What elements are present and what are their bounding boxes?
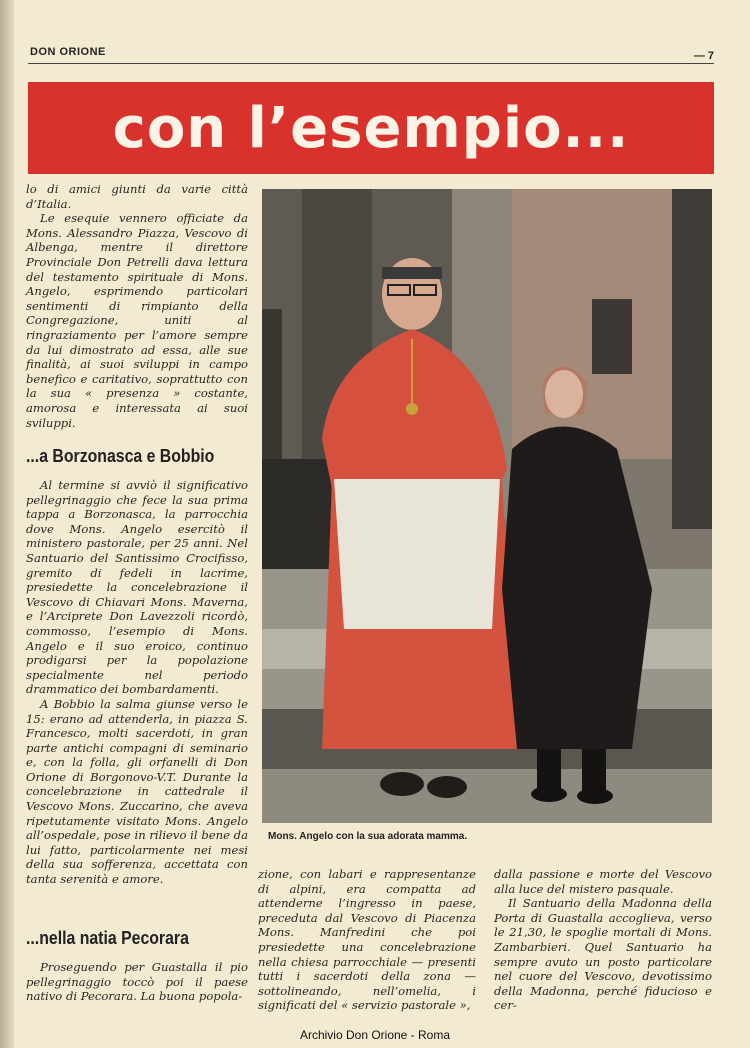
running-header: DON ORIONE	[30, 46, 106, 58]
header-rule	[28, 63, 714, 64]
paragraph: zione, con labari e rappresentanze di alpini, era compatta ad attenderne l’ingresso in paese, preceduta dal Vescovo di Piacenza Mons. Manfredini che poi presiedette una concelebrazione nella chiesa parrocchiale — presenti tutti i sacerdoti della zona — sottolineando, nell’omelia, i significati del « servizio pastorale »,	[258, 867, 476, 1013]
left-column-section2	[26, 960, 248, 1004]
paragraph: Proseguendo per Guastalla il pio pellegrinaggio toccò poi il paese nativo di Pecorara. La buona popola-	[26, 960, 248, 1004]
middle-column	[258, 867, 476, 1013]
page-number: — 7	[693, 50, 714, 62]
title-banner	[28, 82, 714, 174]
right-column	[494, 867, 712, 1013]
paragraph: A Bobbio la salma giunse verso le 15: erano ad attenderla, in piazza S. Francesco, molti sacerdoti, in gran parte antichi compagni di seminario e, con la folla, gli orfanelli di Don Orione di Borgonovo-V.T. Durante la concelebrazione in cattedrale il Vescovo Mons. Zuccarino, che aveva ripetutamente visitato Mons. Angelo all’ospedale, pose in rilievo il bene da lui fatto, particolarmente nei mesi della sua sofferenza, accettata con tanta serenità e amore.	[26, 696, 248, 887]
paragraph: Le esequie vennero officiate da Mons. Alessandro Piazza, Vescovo di Albenga, mentre il direttore Provinciale Don Petrelli dava lettura del testamento spirituale di Mons. Angelo, esprimendo particolari sentimenti di rimpianto della Congregazione, uniti al ringraziamento per l’amore sempre da lui dimostrato ad essa, alle sue finalità, ai suoi sviluppi in campo benefico e caritativo, soprattutto con la sua « presenza » costante, amorosa e interessata ai suoi sviluppi.	[26, 211, 248, 430]
paragraph: Al termine si avviò il significativo pellegrinaggio che fece la sua prima tappa a Borzonasca, la parrocchia dove Mons. Angelo esercitò il ministero pastorale, per 25 anni. Nel Santuario del Santissimo Crocifisso, gremito di fedeli in lacrime, presiedette la concelebrazione il Vescovo di Chiavari Mons. Maverna, e l’Arciprete Don Lavezzoli ricordò, commosso, l’esempio di Mons. Angelo e il suo eroico, continuo prodigarsi per la popolazione specialmente nel periodo drammatico dei bombardamenti.	[26, 478, 248, 697]
left-column-intro	[26, 182, 248, 430]
archive-footer: Archivio Don Orione - Roma	[299, 1028, 451, 1042]
banner-title: con l’esempio...	[112, 95, 630, 161]
paragraph: dalla passione e morte del Vescovo alla luce del mistero pasquale.	[494, 867, 712, 896]
paragraph: lo di amici giunti da varie città d’Italia.	[26, 182, 248, 211]
subheading-borzonasca: ...a Borzonasca e Bobbio	[26, 446, 215, 466]
photo-illustration	[262, 189, 712, 823]
paragraph: Il Santuario della Madonna della Porta di Guastalla accoglieva, verso le 21,30, le spoglie mortali di Mons. Zambarbieri. Quel Santuario ha sempre avuto un posto particolare nel cuore del Vescovo, devotissimo della Madonna, perché fiducioso e cer-	[494, 896, 712, 1013]
photo-bishop-and-mother	[262, 189, 712, 823]
subheading-pecorara: ...nella natia Pecorara	[26, 928, 189, 948]
left-column-section1	[26, 478, 248, 887]
page-binding-edge	[0, 0, 14, 1048]
photo-caption: Mons. Angelo con la sua adorata mamma.	[268, 831, 468, 842]
